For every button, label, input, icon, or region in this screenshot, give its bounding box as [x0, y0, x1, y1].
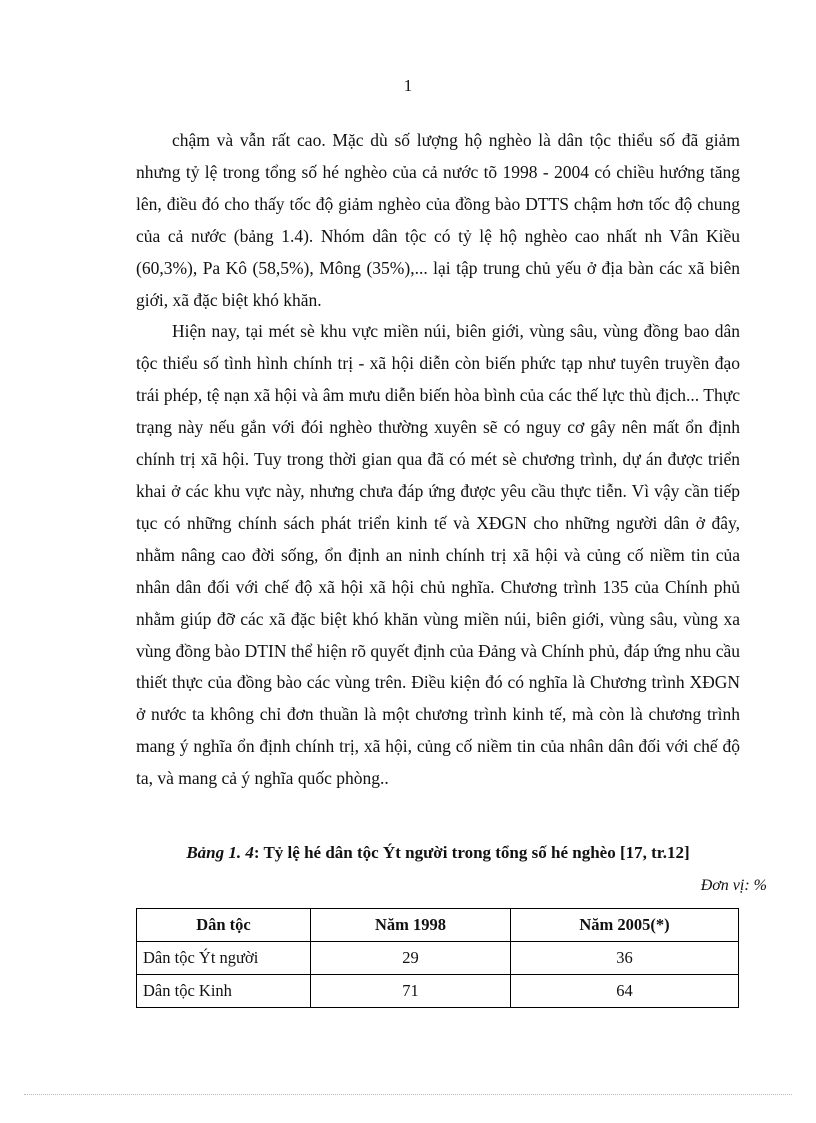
- table-cell: 71: [311, 975, 511, 1008]
- footer-divider: [24, 1094, 792, 1095]
- data-table: [136, 908, 739, 1008]
- table-header-row: [137, 909, 739, 942]
- paragraph: Hiện nay, tại mét sè khu vực miền núi, biên giới, vùng sâu, vùng đồng bao dân tộc thiểu số tình hình chính trị - xã hội diễn còn biến phức tạp như tuyên truyền đạo trái phép, tệ nạn xã hội và âm mưu diễn biến hòa bình của các thế lực thù địch... Thực trạng này nếu gắn với đói nghèo thường xuyên sẽ có nguy cơ gây nên mất ổn định chính trị xã hội. Tuy trong thời gian qua đã có mét sè chương trình, dự án được triển khai ở các khu vực này, nhưng chưa đáp ứng được yêu cầu thực tiễn. Vì vậy cần tiếp tục có những chính sách phát triển kinh tế và XĐGN cho những người dân ở đây, nhằm nâng cao đời sống, ổn định an ninh chính trị xã hội và củng cố niềm tin của nhân dân đối với chế độ xã hội xã hội chủ nghĩa. Chương trình 135 của Chính phủ nhằm giúp đỡ các xã đặc biệt khó khăn vùng miền núi, biên giới, vùng sâu, vùng xa vùng đồng bào DTIN thể hiện rõ quyết định của Đảng và Chính phủ, đáp ứng nhu cầu thiết thực của đồng bào các vùng trên. Điều kiện đó có nghĩa là Chương trình XĐGN ở nước ta không chỉ đơn thuần là một chương trình kinh tế, mà còn là chương trình mang ý nghĩa ổn định chính trị, xã hội, củng cố niềm tin của nhân dân đối với chế độ ta, và mang cả ý nghĩa quốc phòng..: [136, 321, 740, 789]
- table-cell: Dân tộc Ýt người: [137, 942, 311, 975]
- body-text: [136, 125, 740, 795]
- table-caption-text: : Tỷ lệ hé dân tộc Ýt người trong tổng số hé nghèo [17, tr.12]: [253, 843, 690, 862]
- header-ethnicity: Dân tộc: [137, 909, 311, 942]
- header-year-2005: Năm 2005(*): [511, 909, 739, 942]
- table-caption-label: Bảng 1. 4: [186, 843, 254, 862]
- table-caption: [136, 843, 740, 863]
- page-number: 1: [403, 76, 413, 95]
- table-row: [137, 942, 739, 975]
- table-cell: Dân tộc Kinh: [137, 975, 311, 1008]
- header-year-1998: Năm 1998: [311, 909, 511, 942]
- paragraph: chậm và vẫn rất cao. Mặc dù số lượng hộ nghèo là dân tộc thiểu số đã giảm nhưng tỷ lệ trong tổng số hé nghèo của cả nước tõ 1998 - 2004 có chiều hướng tăng lên, điều đó cho thấy tốc độ giảm nghèo của đồng bào DTTS chậm hơn tốc độ chung của cả nước (bảng 1.4). Nhóm dân tộc có tỷ lệ hộ nghèo cao nhất nh Vân Kiều (60,3%), Pa Kô (58,5%), Mông (35%),... lại tập trung chủ yếu ở địa bàn các xã biên giới, xã đặc biệt khó khăn.: [136, 130, 740, 310]
- table-unit: Đơn vị: %: [700, 877, 767, 894]
- table-cell: 29: [311, 942, 511, 975]
- table-cell: 36: [511, 942, 739, 975]
- table-row: [137, 975, 739, 1008]
- table-cell: 64: [511, 975, 739, 1008]
